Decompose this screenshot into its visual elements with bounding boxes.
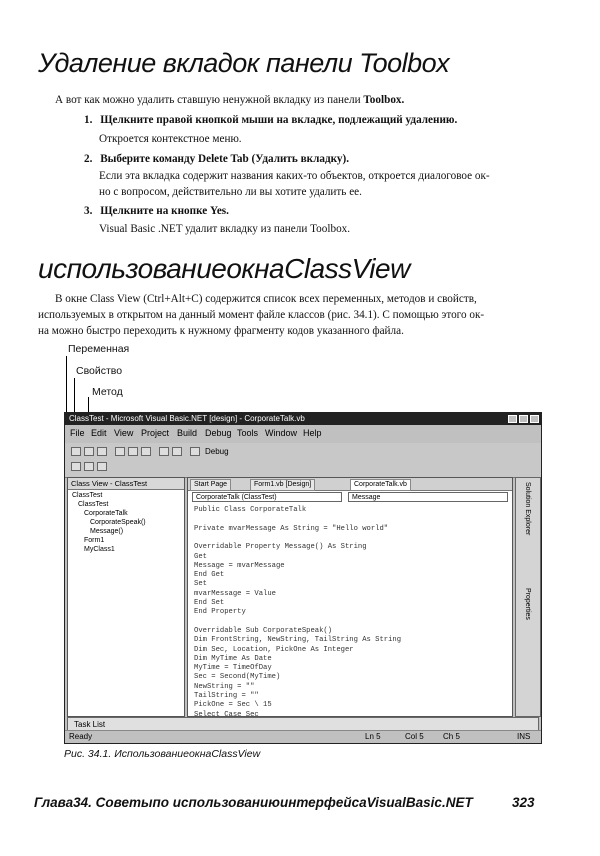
save-icon[interactable] (97, 447, 107, 456)
tree-item-speak[interactable]: CorporateSpeak() (90, 519, 146, 526)
step-2-title (84, 151, 349, 167)
status-char: Ch 5 (443, 732, 460, 741)
callout-property: Свойство (76, 365, 123, 377)
step-2-desc-line2: но с вопросом, действительно ли вы хотите удалить ее. (99, 186, 362, 198)
tab-form1-design[interactable]: Form1.vb [Design] (250, 479, 315, 491)
code-line: Overridable Sub CorporateSpeak() (194, 626, 333, 635)
tool-icon-c[interactable] (97, 462, 107, 471)
code-line: End Set (194, 599, 225, 607)
solution-config[interactable]: Debug (205, 447, 229, 456)
code-line: Public Class CorporateTalk (194, 506, 307, 514)
tree-item-project[interactable]: ClassTest (78, 501, 109, 508)
step-3-desc: Visual Basic .NET удалит вкладку из панели Toolbox. (99, 223, 351, 235)
new-project-icon[interactable] (71, 447, 81, 456)
section-heading-classview: использованиеокнаClassView (38, 253, 410, 284)
class-view-header: Class View - ClassTest (68, 478, 184, 490)
menu-build[interactable]: Build (177, 428, 198, 438)
ide-menubar (65, 425, 541, 444)
status-bar (65, 730, 541, 743)
close-icon[interactable] (530, 415, 539, 423)
class-view-pane (67, 477, 185, 717)
step-1-title (84, 112, 457, 128)
code-line: End Property (194, 608, 246, 617)
tree-item-myclass1[interactable]: MyClass1 (84, 546, 115, 553)
intro-bold: Toolbox. (363, 94, 405, 106)
menu-tools[interactable]: Tools (237, 428, 259, 438)
tree-item-corporatetalk[interactable]: CorporateTalk (84, 510, 128, 517)
menu-file[interactable]: File (70, 428, 85, 438)
step-2-text: Выберите команду Delete Tab (Удалить вкладку). (100, 153, 350, 165)
code-line: MyTime = TimeOfDay (194, 664, 272, 673)
step-1-desc: Откроется контекстное меню. (99, 133, 242, 145)
code-line: End Get (194, 571, 225, 580)
code-line: Set (194, 580, 207, 589)
code-editor[interactable] (187, 477, 513, 717)
menu-debug[interactable]: Debug (205, 428, 232, 438)
step-3-title (84, 203, 229, 219)
ide-toolbar (65, 443, 541, 478)
ide-screenshot (64, 412, 542, 744)
classview-paragraph-line2: используемых в открытом на данный момент файле классов (рис. 34.1). С помощью этого ок- (38, 309, 485, 321)
step-1-number: 1. (84, 114, 93, 126)
member-combo[interactable]: Message (348, 492, 508, 502)
menu-help[interactable]: Help (303, 428, 322, 438)
right-dock (515, 477, 541, 717)
step-2-desc-line1: Если эта вкладка содержит названия каких-то объектов, откроется диалоговое ок- (99, 170, 490, 182)
tool-icon-b[interactable] (84, 462, 94, 471)
menu-project[interactable]: Project (141, 428, 170, 438)
task-list-pane (67, 717, 539, 731)
code-line: Dim FrontString, NewString, TailString As String (194, 636, 402, 645)
tab-corporatetalk[interactable]: CorporateTalk.vb (350, 479, 411, 491)
code-line: Private mvarMessage As String = "Hello world" (194, 524, 389, 533)
status-col: Col 5 (405, 732, 424, 741)
intro-text: А вот как можно удалить ставшую ненужной вкладку из панели (55, 94, 361, 106)
paste-icon[interactable] (141, 447, 151, 456)
tree-item-form1[interactable]: Form1 (84, 537, 105, 544)
tree-item-message[interactable]: Message() (90, 528, 124, 535)
maximize-icon[interactable] (519, 415, 528, 423)
undo-icon[interactable] (159, 447, 169, 456)
start-icon[interactable] (190, 447, 200, 456)
figure-caption: Рис. 34.1. ИспользованиеокнаClassView (64, 748, 261, 760)
code-line: TailString = "" (194, 692, 259, 700)
page-number: 323 (512, 795, 535, 810)
minimize-icon[interactable] (508, 415, 517, 423)
cut-icon[interactable] (115, 447, 125, 456)
tree-item-solution[interactable]: ClassTest (72, 492, 103, 499)
menu-window[interactable]: Window (265, 428, 298, 438)
code-line: Select Case Sec (194, 710, 259, 717)
code-line: Sec = Second(MyTime) (194, 673, 281, 682)
tab-start-page[interactable]: Start Page (190, 479, 231, 491)
redo-icon[interactable] (172, 447, 182, 456)
classview-paragraph-line1: В окне Class View (Ctrl+Alt+C) содержится список всех переменных, методов и свойств, (55, 293, 477, 305)
code-line: mvarMessage = Value (194, 589, 276, 598)
properties-tab[interactable]: Properties (524, 588, 531, 620)
code-line: PickOne = Sec \ 15 (194, 701, 272, 710)
status-line: Ln 5 (365, 732, 381, 741)
status-ins: INS (517, 732, 531, 741)
step-1-text: Щелкните правой кнопкой мыши на вкладке, подлежащий удалению. (100, 114, 458, 126)
classview-paragraph-line3: на можно быстро переходить к нужному фрагменту кодов указанного файла. (38, 325, 404, 337)
section-heading-toolbox: Удаление вкладок панели Toolbox (38, 48, 450, 78)
tool-icon-a[interactable] (71, 462, 81, 471)
task-list-tab[interactable]: Task List (74, 720, 106, 729)
ide-titlebar (65, 413, 541, 425)
menu-edit[interactable]: Edit (91, 428, 107, 438)
editor-tabs (188, 478, 512, 491)
ide-title: ClassTest - Microsoft Visual Basic.NET [design] - CorporateTalk.vb (69, 414, 305, 423)
solution-explorer-tab[interactable]: Solution Explorer (524, 482, 531, 536)
step-2-number: 2. (84, 153, 93, 165)
step-3-text: Щелкните на кнопке Yes. (100, 205, 229, 217)
code-line: Message = mvarMessage (194, 561, 285, 570)
code-line: Dim MyTime As Date (194, 654, 272, 663)
menu-view[interactable]: View (114, 428, 134, 438)
intro-paragraph (55, 92, 404, 108)
class-combo[interactable]: CorporateTalk (ClassTest) (192, 492, 342, 502)
step-3-number: 3. (84, 205, 93, 217)
code-line: NewString = "" (194, 682, 255, 691)
status-ready: Ready (69, 732, 93, 741)
open-icon[interactable] (84, 447, 94, 456)
callout-method: Метод (92, 386, 123, 398)
code-line: Get (194, 552, 207, 561)
callout-variable: Переменная (68, 343, 130, 355)
code-line: Overridable Property Message() As String (194, 543, 367, 552)
copy-icon[interactable] (128, 447, 138, 456)
footer-chapter: Глава34. Советыпо использованиюинтерфейсаVisualBasic.NET (34, 795, 473, 810)
code-line: Dim Sec, Location, PickOne As Integer (194, 645, 354, 654)
